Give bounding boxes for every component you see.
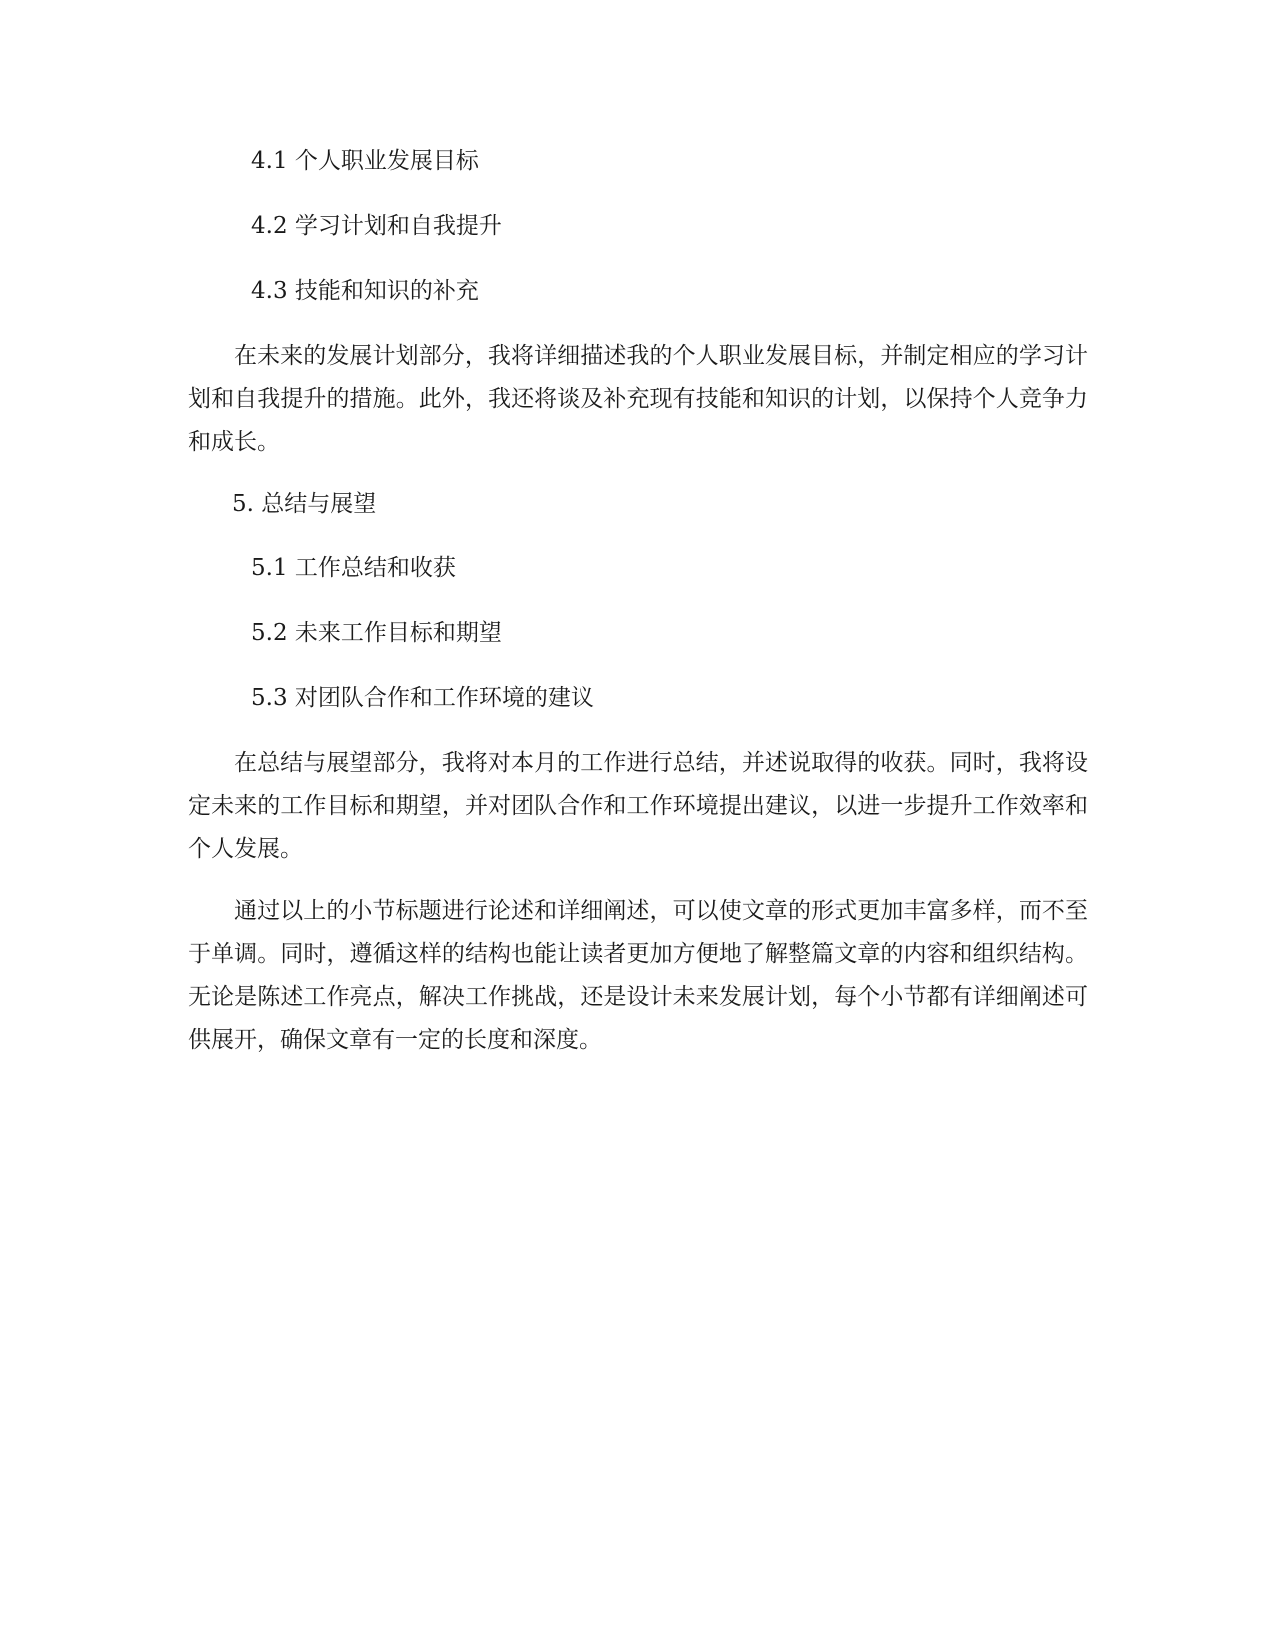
document-body (188, 140, 1088, 1081)
subsection-5-2: 5.2 未来工作目标和期望 (251, 620, 502, 646)
subsection-4-2: 4.2 学习计划和自我提升 (251, 213, 502, 239)
section-4-paragraph: 在未来的发展计划部分，我将详细描述我的个人职业发展目标，并制定相应的学习计划和自我提升的措施。此外，我还将谈及补充现有技能和知识的计划，以保持个人竞争力和成长。 (188, 343, 1088, 455)
closing-paragraph: 通过以上的小节标题进行论述和详细阐述，可以使文章的形式更加丰富多样，而不至于单调。同时，遵循这样的结构也能让读者更加方便地了解整篇文章的内容和组织结构。无论是陈述工作亮点，解决工作挑战，还是设计未来发展计划，每个小节都有详细阐述可供展开，确保文章有一定的长度和深度。 (188, 898, 1088, 1053)
subsection-5-3: 5.3 对团队合作和工作环境的建议 (251, 685, 594, 711)
subsection-5-1: 5.1 工作总结和收获 (251, 555, 456, 581)
subsection-4-3: 4.3 技能和知识的补充 (251, 278, 479, 304)
section-5-paragraph: 在总结与展望部分，我将对本月的工作进行总结，并述说取得的收获。同时，我将设定未来的工作目标和期望，并对团队合作和工作环境提出建议，以进一步提升工作效率和个人发展。 (188, 750, 1088, 862)
subsection-4-1: 4.1 个人职业发展目标 (251, 148, 479, 174)
section-5-heading: 5. 总结与展望 (232, 491, 377, 517)
